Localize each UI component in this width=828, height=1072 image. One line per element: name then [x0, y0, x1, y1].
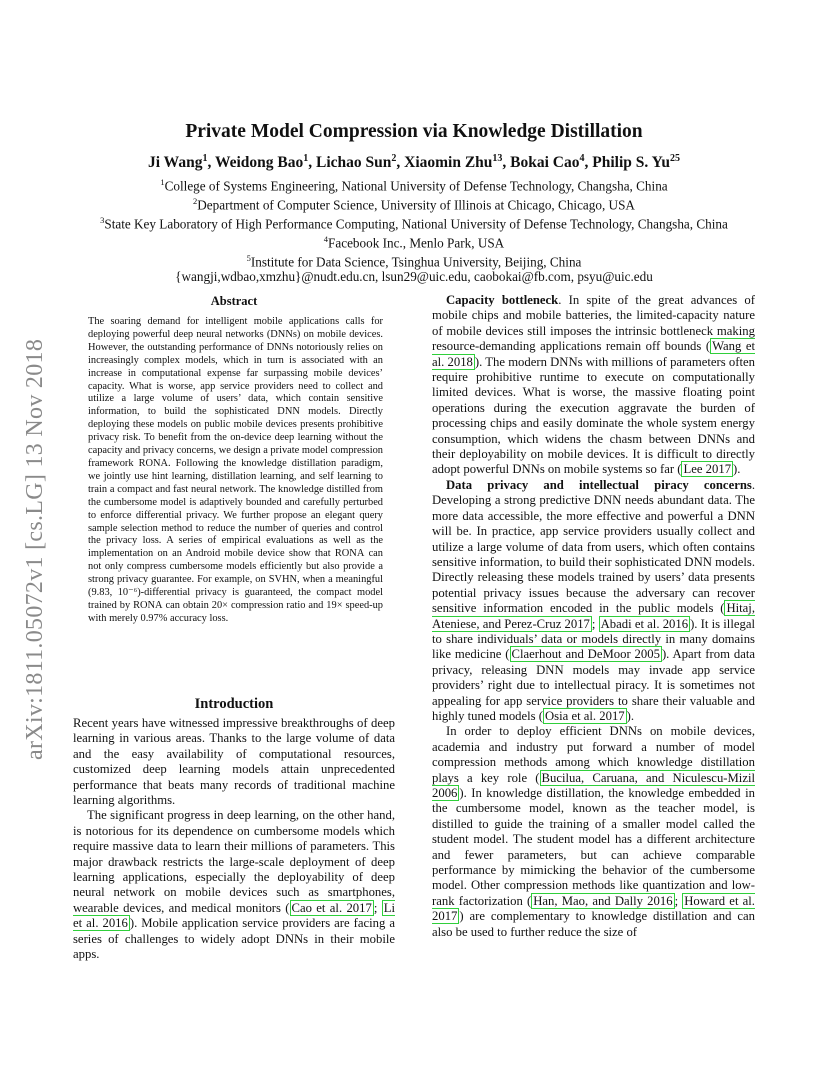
affiliation: [0, 213, 828, 232]
citation-link[interactable]: Abadi et al. 2016: [600, 616, 689, 631]
affiliations: [0, 175, 828, 285]
affiliation-sup: 5: [246, 252, 251, 263]
affiliation-sup: 2: [193, 195, 198, 206]
paragraph: [432, 724, 755, 940]
affiliation-text: Facebook Inc., Menlo Park, USA: [328, 235, 505, 251]
abstract-text: The soaring demand for intelligent mobile applications calls for deploying powerful deep neural networks (DNNs) on mobile devices. However, the outstanding performance of DNNs notoriously relies on increasingly complex models, which in turn is associated with an increase in computational expense far surpassing mobile devices’ capacity. What is worse, app service providers need to collect and utilize a large volume of users’ data, which contain sensitive information, to build the sophisticated DNN models. Directly deploying these models on public mobile devices presents prohibitive privacy risk. To benefit from the on-device deep learning without the capacity and privacy concerns, we design a private model compression framework: [88, 316, 383, 469]
paragraph-lead: Capacity bottleneck: [446, 293, 559, 307]
introduction-heading: Introduction: [194, 696, 274, 712]
paragraph-text: ). Mobile application service providers are facing a series of challenges to widely adopt DNNs in their mobile apps.: [73, 916, 395, 962]
paragraph-text: The significant progress in deep learning, on the other hand, is notorious for its dependence on cumbersome models which require massive data to learn their millions of parameters. This major drawback restricts the large-scale deployment of deep learning applications, especially the deployability of deep neural network on mobile devices such as smartphones, wearable devices, and medical monitors (: [73, 808, 395, 915]
author: Philip S. Yu: [592, 154, 670, 172]
paragraph: [432, 478, 755, 725]
citation-link[interactable]: Howard et al. 2017: [432, 893, 755, 924]
author: Lichao Sun: [315, 154, 392, 172]
abstract-body: [88, 316, 383, 626]
citation-link[interactable]: Bucilua, Caruana, and Niculescu-Mizil 2006: [432, 770, 755, 800]
affiliation-sup: 3: [100, 214, 105, 225]
introduction-body: [73, 716, 395, 963]
author-sup: 2: [391, 153, 397, 164]
abstract-text: can not only compress cumbersome models efficiently but also provide a strong privacy guarantee. For example, on SVHN, when a meaningful (9.83, 10⁻⁶)-differential privacy is guaranteed, the compact model trained by: [88, 548, 383, 611]
right-column: [432, 293, 755, 940]
citation-link[interactable]: Osia et al. 2017: [545, 708, 625, 723]
paragraph-text: . Developing a strong predictive DNN needs abundant data. The more data accessible, the more effective and powerful a DNN will be. In practice, app service providers usually collect and utilize a large volume of data from users, which often contains sensitive information, to build their sophisticated DNN models. Directly releasing these models trained by users’ data presents potential privacy issues because the adversary can recover sensitive information encoded in the public models (: [432, 477, 755, 616]
paragraph: [73, 808, 395, 962]
affiliation-text: Department of Computer Science, University of Illinois at Chicago, Chicago, USA: [197, 197, 635, 213]
paragraph-text: ) are complementary to knowledge distillation and can also be used to further reduce the size of: [432, 909, 755, 939]
abstract-heading: Abstract: [210, 294, 258, 308]
author-sup: 13: [492, 153, 503, 164]
paper-title: Private Model Compression via Knowledge Distillation: [185, 121, 643, 142]
paragraph-text: ).: [733, 462, 741, 477]
paragraph-text: ). It is illegal to share individuals’ data or models directly in many domains like medicine (: [432, 616, 755, 662]
affiliation-text: Institute for Data Science, Tsinghua University, Beijing, China: [250, 253, 582, 269]
citation-link[interactable]: Wang et al. 2018: [432, 339, 755, 369]
framework-name: RONA: [133, 599, 163, 611]
arxiv-stamp: arXiv:1811.05072v1 [cs.LG] 13 Nov 2018: [22, 338, 48, 760]
paragraph-text: ). The modern DNNs with millions of parameters often require prohibitive runtime to execute on computationally limited devices. What is worse, the massive floating point operations during the execution aggravate the burden of processing chips and easily dominate the whole system energy consumption, which widens the chasm between DNNs and their deployability on mobile devices. It is difficult to directly adopt powerful DNNs on mobile systems so far (: [432, 354, 755, 477]
author: Weidong Bao: [214, 154, 304, 172]
author-sup: 1: [202, 153, 208, 164]
paragraph: Recent years have witnessed impressive breakthroughs of deep learning in various areas. Thanks to the large volume of data and the easy availability of computational resources, customized deep learning models attain unprecedented performance that beats many records of traditional machine learning algorithms.: [73, 716, 395, 808]
paragraph-text: ;: [674, 893, 683, 908]
author: Bokai Cao: [510, 154, 580, 172]
paragraph-text: ). In knowledge distillation, the knowledge embedded in the cumbersome model, known as the teacher model, is distilled to guide the training of a smaller model called the student model. The student model has a different architecture and fewer parameters, but can achieve comparable performance by mimicking the behavior of the cumbersome model. Other compression methods like quantization and low-rank factorization (: [432, 786, 755, 908]
citation-link[interactable]: Claerhout and DeMoor 2005: [511, 647, 660, 662]
abstract-text: can obtain 20× compression ratio and 19× speed-up with merely 0.97% accuracy loss.: [88, 599, 383, 624]
author-sup: 1: [303, 153, 309, 164]
affiliation: [0, 251, 828, 270]
paragraph-text: In order to deploy efficient DNNs on mobile devices, academia and industry put forward a number of model compression methods among which knowledge distillation plays a key role (: [432, 724, 755, 785]
citation-link[interactable]: Cao et al. 2017: [291, 900, 372, 915]
affiliation-sup: 1: [160, 177, 165, 187]
affiliation: [0, 175, 828, 194]
citation-link[interactable]: Hitaj, Ateniese, and Perez-Cruz 2017: [432, 601, 755, 631]
author-sup: 25: [669, 153, 680, 164]
author-list: Ji Wang$^1$, Weidong Bao$^1$, Lichao Sun$^2$, Xiaomin Zhu$^{13}$, Bokai Cao$^4$, Philip S. Yu$^{25}$: [148, 153, 680, 172]
framework-name: RONA: [334, 548, 365, 560]
citation-link[interactable]: Li et al. 2016: [73, 900, 395, 931]
author-emails: {wangji,wdbao,xmzhu}@nudt.edu.cn, lsun29@uic.edu, caobokai@fb.com, psyu@uic.edu: [175, 269, 653, 285]
author-sup: 4: [579, 153, 585, 164]
affiliation-text: College of Systems Engineering, National University of Defense Technology, Changsha, China: [164, 178, 668, 194]
paragraph-text: ;: [591, 616, 599, 631]
author: Ji Wang: [148, 154, 203, 172]
paragraph-lead: Data privacy and intellectual piracy concerns: [446, 477, 752, 492]
paragraph: [432, 293, 755, 478]
abstract-text: . Following the knowledge distillation paradigm, we jointly use hint learning, distillation learning, and self learning to train a compact and fast neural network. The knowledge distilled from the cumbersome model is adaptively bounded and carefully perturbed to enforce differential privacy. We further propose an elegant query sample selection method to reduce the number of queries and control the privacy loss. A series of empirical evaluations as well as the implementation on an Android mobile device show that: [88, 457, 383, 560]
paragraph-text: ;: [373, 900, 382, 915]
paragraph-text: ). Apart from data privacy, releasing DNN models may invade app service providers’ right due to intellectual piracy. It is sometimes not appealing for app service providers to share their valuable and highly tuned models (: [432, 647, 755, 723]
affiliation-text: State Key Laboratory of High Performance Computing, National University of Defense Technology, Changsha, China: [104, 216, 728, 232]
affiliation: [0, 232, 828, 251]
citation-link[interactable]: Han, Mao, and Dally 2016: [533, 893, 673, 908]
affiliation-sup: 4: [323, 233, 329, 244]
author: Xiaomin Zhu: [404, 154, 493, 172]
affiliation: [0, 194, 828, 213]
framework-name: RONA: [138, 457, 169, 469]
paragraph-text: ).: [626, 708, 635, 723]
paragraph-text: . In spite of the great advances of mobile chips and mobile batteries, the limited-capacity nature of mobile devices still imposes the intrinsic bottleneck making resource-demanding applications remain off bounds (: [432, 293, 755, 354]
citation-link[interactable]: Lee 2017: [683, 462, 732, 477]
